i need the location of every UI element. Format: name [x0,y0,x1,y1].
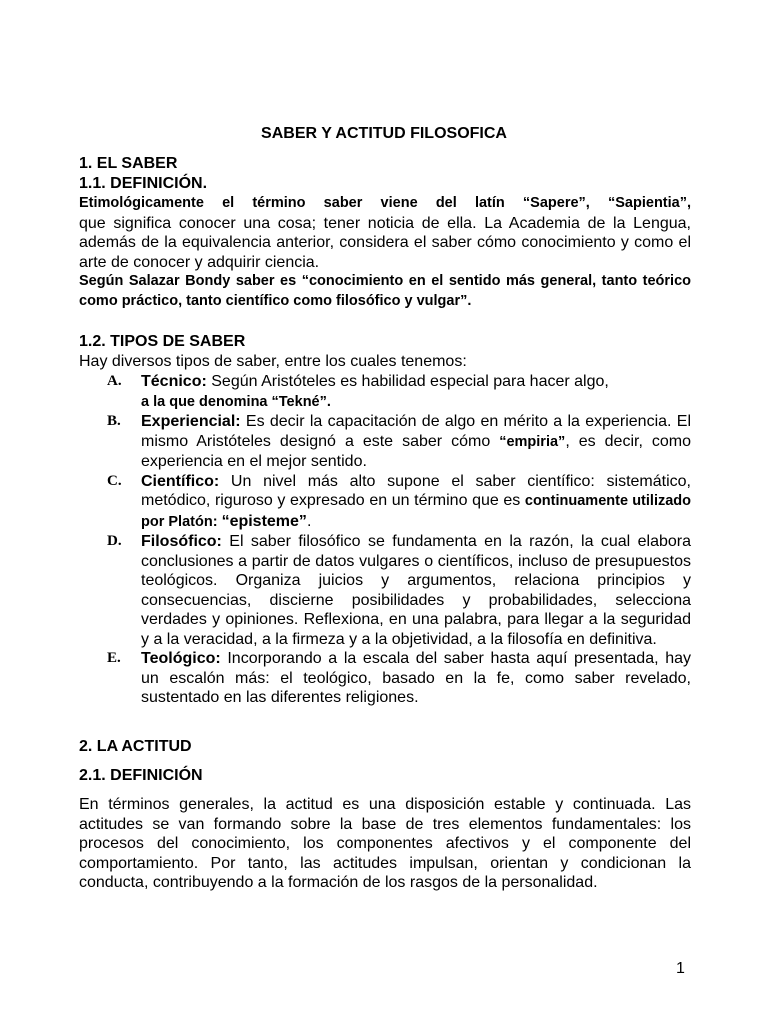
item-term: Teológico: [141,650,221,667]
list-item [107,649,691,708]
list-marker: E. [107,650,121,666]
item-quote: “episteme” [221,512,307,530]
list-marker: D. [107,533,122,549]
subsection-heading: 2.1. DEFINICIÓN [79,767,203,784]
types-list [107,372,691,708]
list-item [107,412,691,472]
section-2-1 [79,766,691,786]
item-tail: a la que denomina “Tekné”. [141,393,331,410]
item-text: El saber filosófico se fundamenta en la razón, la cual elabora conclusiones a partir de datos vulgares o científicos, incluso de presupuestos teológicos. Organiza juicios y argumentos, relaciona principios y consecuencias, discierne posibilidades y probabilidades, selecciona verdades y opiniones. Reflexiona, en una palabra, para llegar a la seguridad y a la veracidad, a la firmeza y a la objetividad, a la filosofía en definitiva. [141,533,691,648]
paragraph: que significa conocer una cosa; tener noticia de ella. La Academia de la Lengua, además de la equivalencia anterior, considera el saber cómo conocimiento y como el arte de conocer y adquirir ciencia. [79,214,691,271]
list-item [107,372,691,412]
section-1 [79,154,691,311]
list-marker: B. [107,413,121,429]
section-1-2 [79,332,691,372]
item-term: Técnico: [141,373,207,390]
item-term: Experiencial: [141,413,241,430]
item-term: Científico: [141,472,220,490]
page-number: 1 [676,960,685,977]
item-text-after: , es decir, como experiencia en el mejor sentido. [141,432,692,470]
section-heading: 1. EL SABER [79,155,178,172]
document-title: SABER Y ACTITUD FILOSOFICA [261,125,507,142]
item-end: . [306,512,312,530]
list-item [107,532,691,649]
list-marker: C. [107,472,122,489]
subsection-heading: 1.1. DEFINICIÓN. [79,175,208,192]
quote-paragraph: Según Salazar Bondy saber es “conocimiento en el sentido más general, tanto teórico como práctico, tanto científico como filosófico y vulgar”. [79,273,691,309]
paragraph: Hay diversos tipos de saber, entre los cuales tenemos: [79,353,467,370]
item-term: Filosófico: [141,533,222,550]
item-tail: continuamente utilizado por Platón: [141,493,692,530]
item-quote: “empiria” [499,433,566,450]
section-heading: 2. LA ACTITUD [79,738,192,755]
item-text: Según Aristóteles es habilidad especial para hacer algo, [206,373,609,390]
list-item [107,472,691,533]
section-2 [79,737,691,757]
subsection-heading: 1.2. TIPOS DE SABER [79,333,246,350]
item-text: Es decir la capacitación de algo en mérito a la experiencia. El mismo Aristóteles designó a este saber cómo [141,413,691,450]
paragraph-lead: Etimológicamente el término saber viene del latín “Sapere”, “Sapientia”, [79,195,691,211]
item-text: Un nivel más alto supone el saber científico: sistemático, metódico, riguroso y expresado en un término que es [141,472,691,509]
section-2-body [79,795,691,893]
paragraph: En términos generales, la actitud es una disposición estable y continuada. Las actitudes se van formando sobre la base de tres elementos fundamentales: los procesos del conocimiento, los componentes afectivos y el componente del comportamiento. Por tanto, las actitudes impulsan, orientan y condicionan la conducta, contribuyendo a la formación de los rasgos de la personalidad. [79,796,691,891]
list-marker: A. [107,373,122,389]
item-text: Incorporando a la escala del saber hasta aquí presentada, hay un escalón más: el teológico, basado en la fe, como saber revelado, sustentado en las diferentes religiones. [141,650,691,706]
